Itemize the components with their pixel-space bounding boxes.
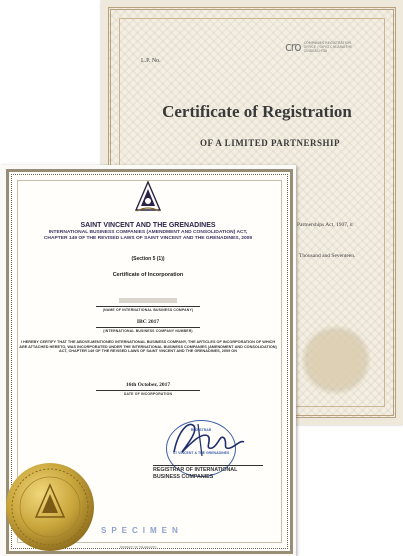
gold-seal-icon <box>4 461 96 553</box>
company-number-label: (INTERNATIONAL BUSINESS COMPANY NUMBER) <box>103 329 193 333</box>
certification-text: I HEREBY CERTIFY THAT THE ABOVE-MENTIONED INTERNATIONAL BUSINESS COMPANY, THE ARTICLES OF INCORPORATION OF WHICH ARE ATTACHED HERETO, WAS INCORPORATED UNDER THE INTERNATIONAL BUSINESS COMPANIES (AMENDMENT AND CONSOLIDATION) ACT, CHAPTER 149 OF THE REVISED LAWS OF SAINT VINCENT AND THE GRENADINES, 2009 ON <box>19 340 277 354</box>
registrar-title <box>153 465 263 481</box>
specimen-watermark: SPECIMEN <box>101 526 183 535</box>
registrar-title-line: BUSINESS COMPANIES <box>153 474 214 480</box>
registrar-title-line: REGISTRAR OF INTERNATIONAL <box>153 467 238 473</box>
company-name-field <box>0 289 296 312</box>
cro-logo-mark: cro <box>285 40 301 54</box>
cro-logo <box>285 40 360 54</box>
certificate-title: Certificate of Incorporation <box>112 272 184 278</box>
stamp-bottom-text: ST VINCENT & THE GRENADINES <box>172 451 230 455</box>
incorporation-date-label: DATE OF INCORPORATION <box>123 392 173 396</box>
registry-emblem-icon <box>133 180 163 214</box>
company-number-value: IBC 2017 <box>96 319 200 328</box>
back-certificate-text-line: Thousand and Seventeen. <box>299 253 356 259</box>
incorporation-date-value: 16th October, 2017 <box>96 382 200 391</box>
redacted-name <box>119 298 177 303</box>
chapter-heading: CHAPTER 149 OF THE REVISED LAWS OF SAINT VINCENT AND THE GRENADINES, 2009 <box>43 236 253 242</box>
watermark-caption: PROPERTY OF THE REGISTRY <box>120 546 157 549</box>
back-certificate-text-line: Partnerships Act, 1907, it <box>297 222 353 228</box>
back-certificate-subtitle: OF A LIMITED PARTNERSHIP <box>200 138 340 148</box>
signature-mark <box>168 412 248 462</box>
section-reference: (Section 5 (1)) <box>131 256 165 262</box>
company-name-label: (NAME OF INTERNATIONAL BUSINESS COMPANY) <box>102 308 194 312</box>
incorporation-date-field <box>0 373 296 396</box>
company-name-value <box>96 298 200 307</box>
front-certificate <box>0 165 296 556</box>
cro-logo-text: COMPANIES REGISTRATION OFFICE / OIFIG CHLÁRAITHE CUIDEACHTAÍ <box>303 41 353 53</box>
act-heading: INTERNATIONAL BUSINESS COMPANIES (AMENDMENT AND CONSOLIDATION) ACT, <box>48 230 248 235</box>
back-certificate-title: Certificate of Registration <box>162 102 352 121</box>
embossed-seal <box>301 325 371 395</box>
stamp-top-text: REGISTRAR <box>190 428 212 432</box>
lp-number-label: L.P. No. <box>141 58 161 64</box>
certificate-heading <box>8 222 288 242</box>
company-number-field <box>0 310 296 333</box>
country-heading: SAINT VINCENT AND THE GRENADINES <box>80 222 216 229</box>
